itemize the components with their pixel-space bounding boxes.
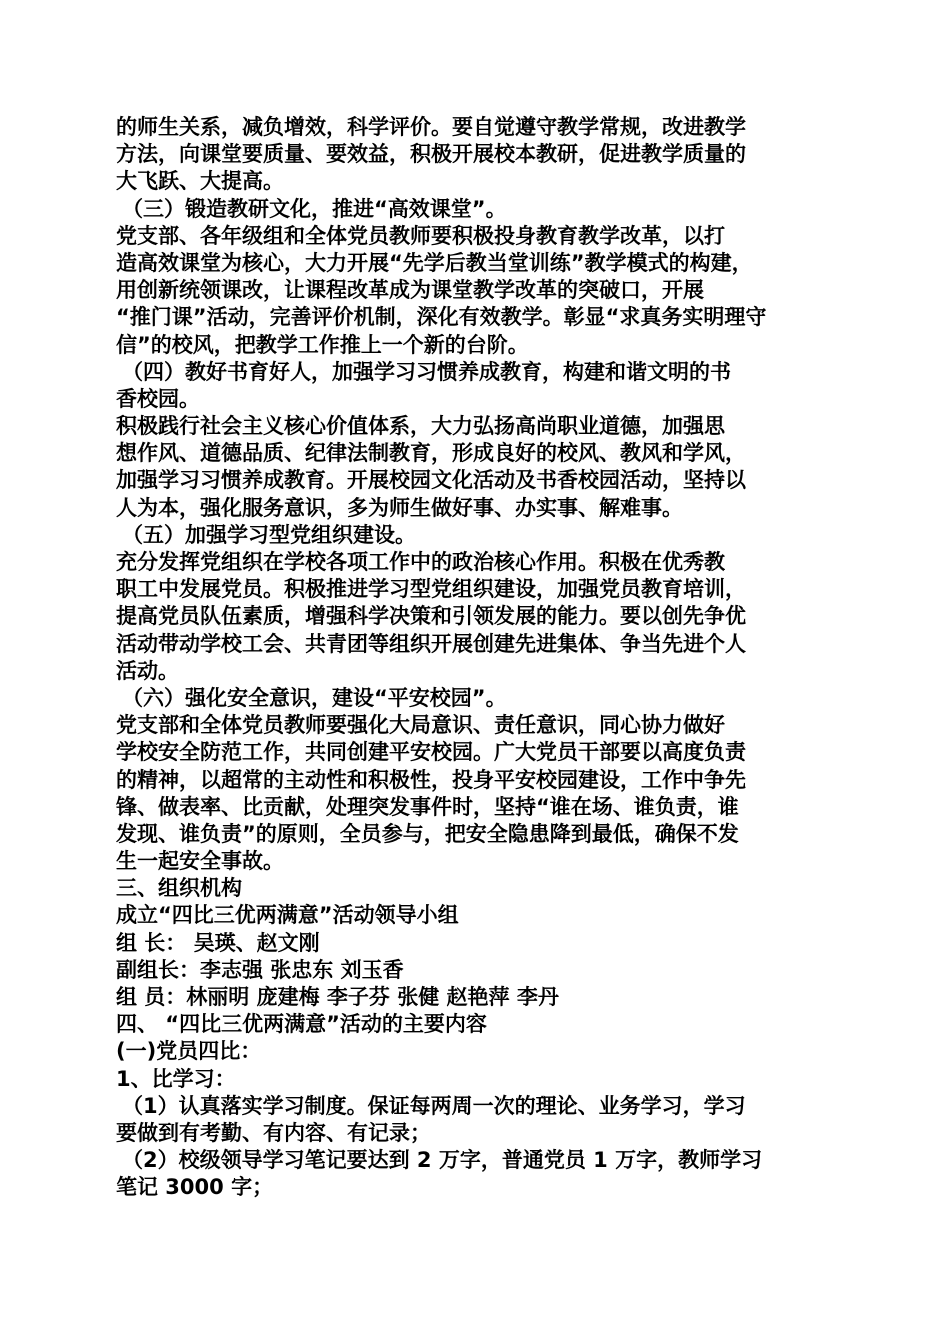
body-line-23: 党支部和全体党员教师要强化大局意识、责任意识，同心协力做好 [116,713,725,738]
body-line-26: 锋、做表率、比贡献，处理突发事件时，坚持“谁在场、谁负责，谁 [116,794,739,819]
body-line-19: 提高党员队伍素质，增强科学决策和引领发展的能力。要以创先争优 [116,604,746,629]
body-line-6: 造高效课堂为核心，大力开展“先学后教当堂训练”教学模式的构建， [116,250,753,275]
body-line-9: 信”的校风，把教学工作推上一个新的台阶。 [116,332,529,357]
body-line-30: 成立“四比三优两满意”活动领导小组 [116,903,459,928]
body-line-20: 活动带动学校工会、共青团等组织开展创建先进集体、争当先进个人 [116,631,746,656]
body-line-18: 职工中发展党员。积极推进学习型党组织建设，加强党员教育培训， [116,577,746,602]
body-line-1: 的师生关系，减负增效，科学评价。要自觉遵守教学常规，改进教学 [116,115,746,139]
body-line-17: 充分发挥党组织在学校各项工作中的政治核心作用。积极在优秀教 [116,550,725,574]
body-line-15: 人为本，强化服务意识，多为师生做好事、办实事、解难事。 [116,495,683,520]
body-line-25: 的精神，以超常的主动性和积极性，投身平安校园建设，工作中争先 [116,767,746,792]
subheading-study: 1、比学习： [116,1066,236,1091]
document-body [116,114,836,1202]
body-line-21: 活动。 [116,658,179,683]
body-line-11: 香校园。 [116,386,200,411]
item-1-line-2: 要做到有考勤、有内容、有记录； [116,1120,431,1145]
section-heading-4: （四）教好书育好人，加强学习习惯养成教育，构建和谐文明的书 [122,359,731,384]
section-heading-6: （六）强化安全意识，建设“平安校园”。 [122,685,507,710]
item-2-line-1: （2）校级领导学习笔记要达到 2 万字，普通党员 1 万字，教师学习 [122,1148,763,1173]
members-line: 组 员：林丽明 庞建梅 李子芬 张健 赵艳萍 李丹 [116,985,559,1009]
section-heading-organization: 三、组织机构 [116,876,242,901]
section-heading-3: （三）锻造教研文化，推进“高效课堂”。 [122,196,507,221]
body-line-28: 生一起安全事故。 [116,849,284,874]
body-line-5: 党支部、各年级组和全体党员教师要积极投身教育教学改革，以打 [116,223,725,248]
subheading-party-four: (一)党员四比： [116,1039,262,1064]
body-line-14: 加强学习习惯养成教育。开展校园文化活动及书香校园活动，坚持以 [116,468,746,493]
section-heading-5: （五）加强学习型党组织建设。 [122,522,416,547]
body-line-7: 用创新统领课改，让课程改革成为课堂教学改革的突破口，开展 [116,278,704,303]
body-line-13: 想作风、道德品质、纪律法制教育，形成良好的校风、教风和学风， [116,441,746,466]
leader-line: 组 长： 吴瑛、赵文刚 [116,930,320,955]
item-1-line-1: （1）认真落实学习制度。保证每两周一次的理论、业务学习，学习 [122,1093,746,1118]
body-line-8: “推门课”活动，完善评价机制，深化有效教学。彰显“求真务实明理守 [116,305,767,330]
body-line-3: 大飞跃、大提高。 [116,169,284,194]
body-line-27: 发现、谁负责”的原则，全员参与，把安全隐患降到最低，确保不发 [116,821,739,846]
section-heading-main-content: 四、 “四比三优两满意”活动的主要内容 [116,1012,487,1037]
body-line-2: 方法，向课堂要质量、要效益，积极开展校本教研，促进教学质量的 [116,142,746,167]
deputy-leader-line: 副组长：李志强 张忠东 刘玉香 [116,957,404,982]
item-2-line-2: 笔记 3000 字； [116,1175,274,1200]
body-line-24: 学校安全防范工作，共同创建平安校园。广大党员干部要以高度负责 [116,740,746,765]
body-line-12: 积极践行社会主义核心价值体系，大力弘扬高尚职业道德，加强思 [116,414,725,439]
